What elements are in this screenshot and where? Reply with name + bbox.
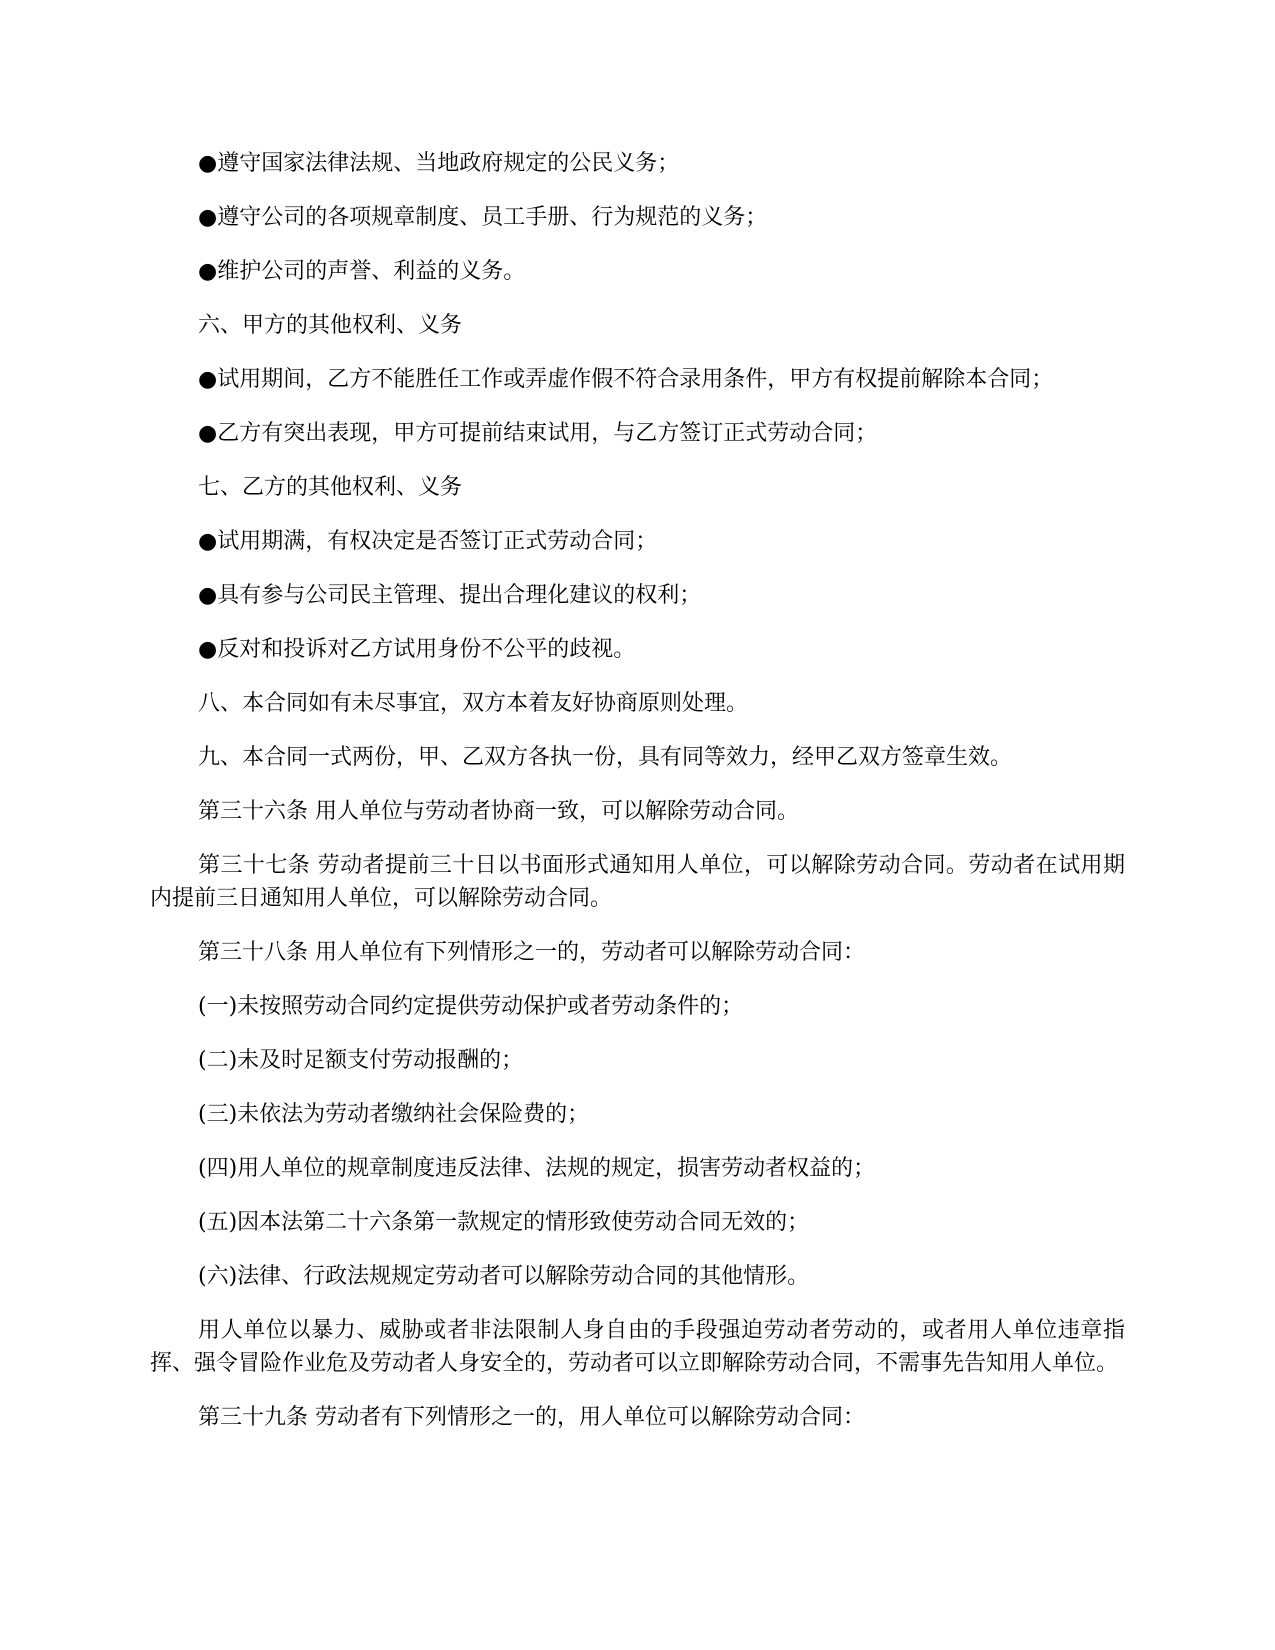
article-paragraph: 第三十八条 用人单位有下列情形之一的，劳动者可以解除劳动合同：	[198, 940, 865, 965]
document-page	[150, 147, 1125, 1455]
paragraph: 用人单位以暴力、威胁或者非法限制人身自由的手段强迫劳动者劳动的，或者用人单位违章指挥、强令冒险作业危及劳动者人身安全的，劳动者可以立即解除劳动合同，不需事先告知用人单位。	[150, 1318, 1125, 1376]
list-item: (六)法律、行政法规规定劳动者可以解除劳动合同的其他情形。	[198, 1264, 810, 1289]
section-heading: 八、本合同如有未尽事宜，双方本着友好协商原则处理。	[198, 691, 749, 716]
paragraph: ●试用期满，有权决定是否签订正式劳动合同；	[198, 529, 658, 554]
list-item: (四)用人单位的规章制度违反法律、法规的规定，损害劳动者权益的；	[198, 1156, 876, 1181]
list-item: (一)未按照劳动合同约定提供劳动保护或者劳动条件的；	[198, 994, 744, 1019]
paragraph: ●具有参与公司民主管理、提出合理化建议的权利；	[198, 583, 702, 608]
paragraph: ●维护公司的声誉、利益的义务。	[198, 259, 526, 284]
list-item: (五)因本法第二十六条第一款规定的情形致使劳动合同无效的；	[198, 1210, 810, 1235]
section-heading: 七、乙方的其他权利、义务	[198, 475, 463, 500]
article-paragraph: 第三十六条 用人单位与劳动者协商一致，可以解除劳动合同。	[198, 799, 799, 824]
section-heading: 六、甲方的其他权利、义务	[198, 313, 463, 338]
list-item: (二)未及时足额支付劳动报酬的；	[198, 1048, 524, 1073]
article-paragraph: 第三十七条 劳动者提前三十日以书面形式通知用人单位，可以解除劳动合同。劳动者在试用期内提前三日通知用人单位，可以解除劳动合同。	[150, 853, 1125, 911]
section-heading: 九、本合同一式两份，甲、乙双方各执一份，具有同等效力，经甲乙双方签章生效。	[198, 745, 1013, 770]
paragraph: ●遵守国家法律法规、当地政府规定的公民义务；	[198, 151, 680, 176]
list-item: (三)未依法为劳动者缴纳社会保险费的；	[198, 1102, 590, 1127]
paragraph: ●反对和投诉对乙方试用身份不公平的歧视。	[198, 637, 636, 662]
paragraph: ●乙方有突出表现，甲方可提前结束试用，与乙方签订正式劳动合同；	[198, 421, 878, 446]
paragraph: ●试用期间，乙方不能胜任工作或弄虚作假不符合录用条件，甲方有权提前解除本合同；	[198, 367, 1054, 392]
paragraph: ●遵守公司的各项规章制度、员工手册、行为规范的义务；	[198, 205, 768, 230]
article-paragraph: 第三十九条 劳动者有下列情形之一的，用人单位可以解除劳动合同：	[198, 1405, 865, 1430]
